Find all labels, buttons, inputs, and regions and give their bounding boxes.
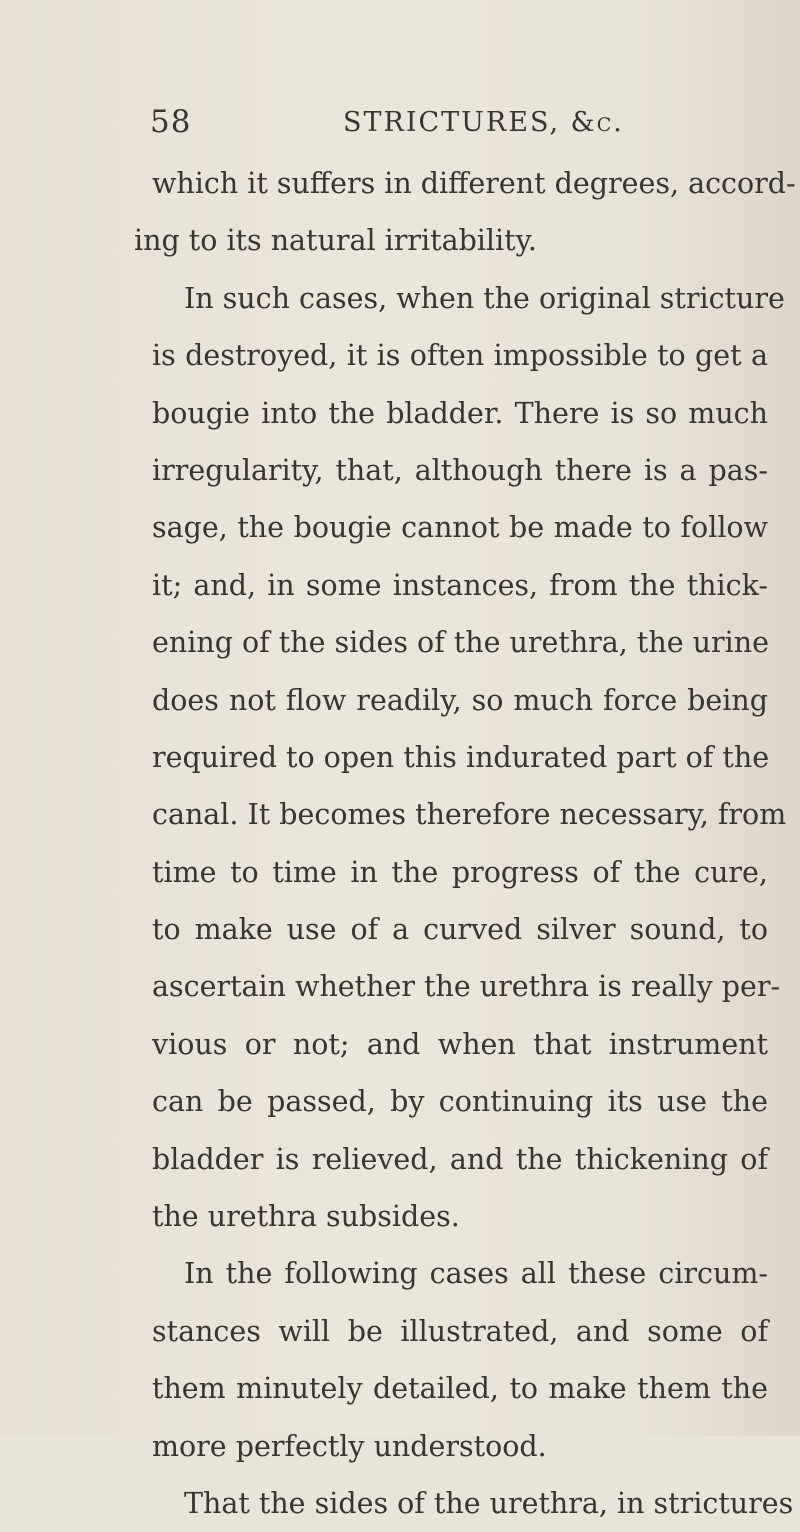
paragraph-start-line: In such cases, when the original stricture bbox=[184, 281, 785, 315]
text-line: irregularity, that, although there is a pas- bbox=[152, 453, 768, 487]
text-line: to make use of a curved silver sound, to bbox=[152, 913, 768, 947]
text-line: them minutely detailed, to make them the bbox=[152, 1372, 768, 1406]
text-line: canal. It becomes therefore necessary, from bbox=[152, 798, 787, 832]
text-line: required to open this indurated part of the bbox=[152, 740, 770, 774]
text-line: ascertain whether the urethra is really per- bbox=[152, 970, 781, 1004]
text-line: bougie into the bladder. There is so much bbox=[152, 396, 768, 430]
text-line: stances will be illustrated, and some of bbox=[152, 1314, 768, 1348]
text-line: it; and, in some instances, from the thick- bbox=[152, 568, 768, 602]
text-line: does not flow readily, so much force being bbox=[152, 683, 768, 717]
text-line: sage, the bougie cannot be made to follow bbox=[152, 511, 768, 545]
text-line: ing to its natural irritability. bbox=[134, 224, 537, 258]
text-line: is destroyed, it is often impossible to get a bbox=[152, 339, 768, 373]
body-text bbox=[134, 155, 796, 1532]
text-line: can be passed, by continuing its use the bbox=[152, 1085, 768, 1119]
paragraph-start-line: In the following cases all these circum- bbox=[184, 1257, 768, 1291]
paragraph-start-line: That the sides of the urethra, in strictures bbox=[184, 1486, 794, 1520]
page-number: 58 bbox=[150, 104, 192, 140]
text-line: more perfectly understood. bbox=[152, 1429, 547, 1463]
text-line: time to time in the progress of the cure, bbox=[152, 855, 768, 889]
running-head: STRICTURES, &c. bbox=[343, 107, 624, 138]
page-header bbox=[150, 104, 680, 144]
text-line: ening of the sides of the urethra, the urine bbox=[152, 626, 769, 660]
text-line: which it suffers in different degrees, accord- bbox=[152, 167, 796, 200]
text-line: bladder is relieved, and the thickening of bbox=[152, 1142, 768, 1176]
text-line: the urethra subsides. bbox=[152, 1200, 460, 1234]
text-line: vious or not; and when that instrument bbox=[152, 1027, 768, 1061]
